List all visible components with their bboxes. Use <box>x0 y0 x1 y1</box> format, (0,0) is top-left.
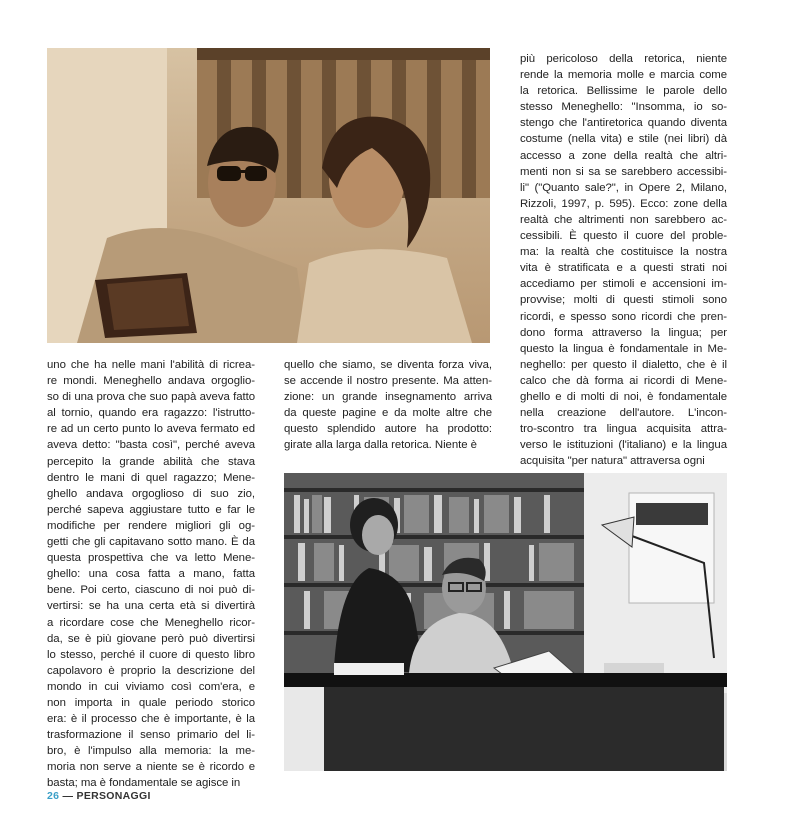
text-line: lo stesso, perché il cuore di questo libro <box>47 648 255 661</box>
text-line: perché sapeva aggiustare tutto e far le <box>47 503 255 516</box>
text-line: tro-scontro tra lingua acquisita attra- <box>520 423 727 436</box>
text-line: questo splendido autore ha prodotto: <box>284 423 492 436</box>
text-line: la retorica. Bellissime le parole dello <box>520 85 727 98</box>
text-line: percepito la grande abilità che stava <box>47 455 255 468</box>
text-line: dono forma attraverso la lingua; per <box>520 326 727 339</box>
text-line: Rizzoli, 1997, p. 595). Ecco: zone della <box>520 197 727 210</box>
text-line: mondo in cui viviamo così com'era, e <box>47 680 255 693</box>
text-line: li" ("Quanto sale?", in Opere 2, Milano, <box>520 181 727 194</box>
text-line: capolavoro è proprio la descrizione del <box>47 664 255 677</box>
text-line: cessibili. È questo il cuore del proble- <box>520 230 727 243</box>
text-line: dentro le mani di quel ragazzo; Mene- <box>47 471 255 484</box>
text-column-right <box>520 51 727 469</box>
text-line: se accende il nostro presente. Ma atten- <box>284 375 492 388</box>
text-line: trasformazione il senso primario del li- <box>47 729 255 742</box>
text-column-middle <box>284 357 492 454</box>
text-line: costume (nella vita) e stile (nei libri) dà <box>520 133 727 146</box>
text-line: girate alla larga dalla retorica. Niente è <box>284 439 477 452</box>
text-line: provvise; molti di questi stimoli sono <box>520 294 727 307</box>
photo-study-bw <box>284 473 727 771</box>
text-line: questa prospettiva che va letto Mene- <box>47 552 255 565</box>
text-line: vita è stratificata e a questi strati noi <box>520 262 727 275</box>
text-line: da queste pagine e da molte altre che <box>284 407 492 420</box>
text-line: stengo che l'antiretorica quando diventa <box>520 117 727 130</box>
text-line: uno che ha nelle mani l'abilità di ricrea- <box>47 359 255 371</box>
photo-study-bw-illustration <box>284 473 727 771</box>
text-line: verso le istituzioni (l'italiano) e la lingua <box>520 439 727 452</box>
page-number: 26 <box>47 790 60 802</box>
text-line: questo la lingua è fondamentale in Me- <box>520 342 727 355</box>
text-line: a ricordare cose che Meneghello ricor- <box>47 616 255 629</box>
text-line: acquisita "per natura" attraversa ogni <box>520 455 705 468</box>
text-line: quello che siamo, se diventa forza viva, <box>284 359 492 371</box>
text-line: modifiche per rendere migliori gli og- <box>47 519 255 532</box>
text-line: so di una prova che suo papà aveva fatto <box>47 391 255 404</box>
text-line: ghello andava orgoglioso di suo zio, <box>47 487 255 500</box>
text-line: re ad un certo punto lo aveva fermato ed <box>47 423 255 436</box>
text-line: neghello: per questo il dialetto, che è il <box>520 358 727 371</box>
text-line: ghello: una cosa fatta a mano, fatta <box>47 568 255 581</box>
text-line: era: è il processo che è importante, è la <box>47 713 255 726</box>
text-line: moria non serve a niente se è ricordo e <box>47 761 255 774</box>
photo-couple-sepia-illustration <box>47 48 490 343</box>
text-line: getti che gli capitavano sotto mano. È da <box>47 536 255 549</box>
text-column-left <box>47 357 255 792</box>
section-label: — PERSONAGGI <box>62 790 151 802</box>
page-footer <box>47 790 151 802</box>
text-line: stesso Meneghello: "Insomma, io so- <box>520 101 727 114</box>
text-line: al tornio, quando era ragazzo: l'istrutto- <box>47 407 255 420</box>
text-line: non importa in quale periodo storico <box>47 696 255 709</box>
text-line: bene. Poi certo, ciascuno di noi può di- <box>47 584 255 597</box>
text-line: ricordi, e spesso sono ricordi che pren- <box>520 310 727 323</box>
text-line: bro, è l'impulso alla memoria: la me- <box>47 745 255 758</box>
text-line: calco che dà forma ai ricordi di Mene- <box>520 374 727 387</box>
text-line: ma: la realtà che costituisce la nostra <box>520 246 727 259</box>
text-line: aveva detto: "basta così", perché aveva <box>47 439 255 452</box>
text-line: ghello e di molti di noi, è fondamentale <box>520 390 727 403</box>
text-line: accesso a zone della realtà che altri- <box>520 149 727 162</box>
text-line: re mondi. Meneghello andava orgoglio- <box>47 375 255 388</box>
text-line: più pericoloso della retorica, niente <box>520 53 727 65</box>
text-line: nella creazione dell'autore. L'incon- <box>520 407 727 420</box>
text-line: rende la memoria molle e marcia come <box>520 69 727 82</box>
text-line: basta; ma è fondamentale se agisce in <box>47 777 241 790</box>
text-line: da, se è più giovane però può divertirsi <box>47 632 255 645</box>
text-line: accediamo per stimoli e accensioni im- <box>520 278 727 291</box>
text-line: realtà che altrimenti non sarebbero ac- <box>520 213 727 226</box>
photo-couple-sepia <box>47 48 490 343</box>
text-line: menti non si sa se sarebbero accessibi- <box>520 165 727 178</box>
text-line: vertirsi: se ha una certa età si divertirà <box>47 600 255 613</box>
text-line: zione: un grande insegnamento arriva <box>284 391 492 404</box>
